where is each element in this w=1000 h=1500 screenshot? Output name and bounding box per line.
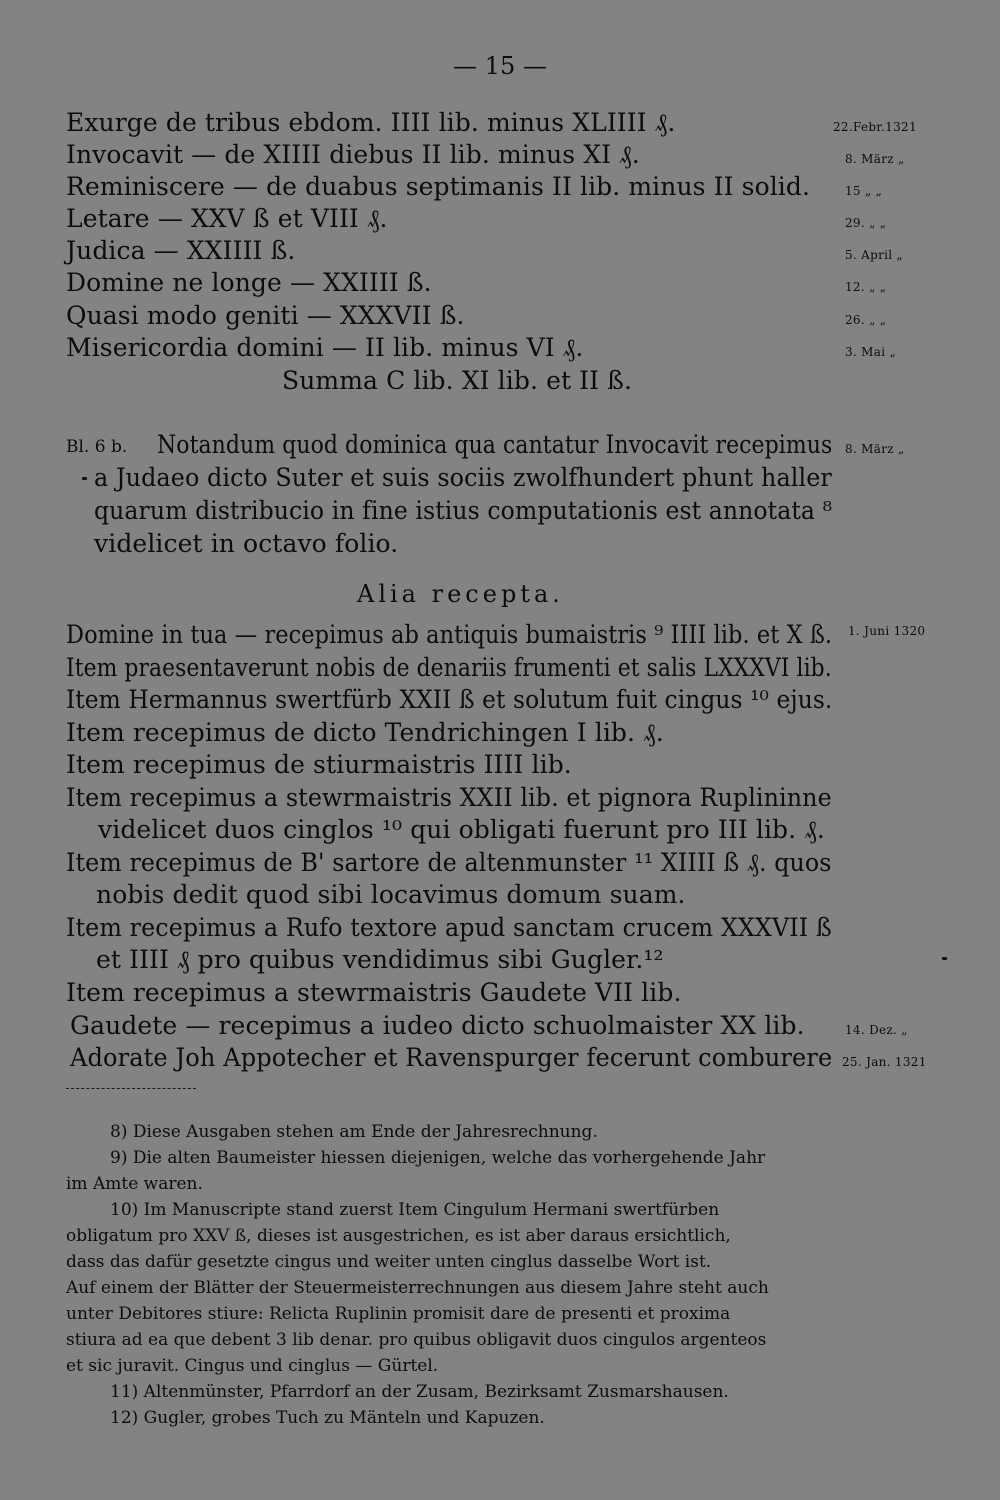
footnote-line: im Amte waren. bbox=[66, 1174, 203, 1194]
ledger-line: Misericordia domini — II lib. minus VI ₰. bbox=[66, 333, 584, 362]
receipt-line: Gaudete — recepimus a iudeo dicto schuolmaister XX lib. bbox=[70, 1011, 805, 1040]
ink-speck bbox=[942, 957, 947, 960]
footnote-line: Auf einem der Blätter der Steuermeisterrechnungen aus diesem Jahre steht auch bbox=[66, 1278, 769, 1298]
receipt-line: videlicet duos cinglos ¹⁰ qui obligati fuerunt pro III lib. ₰. bbox=[98, 815, 825, 844]
note-line: videlicet in octavo folio. bbox=[94, 529, 399, 558]
footnote-line: 8) Diese Ausgaben stehen am Ende der Jahresrechnung. bbox=[110, 1122, 598, 1142]
ledger-line: Domine ne longe — XXIIII ß. bbox=[66, 268, 432, 297]
receipt-line: Item recepimus a stewrmaistris XXII lib. et pignora Ruplininne bbox=[66, 783, 832, 812]
receipt-line: Adorate Joh Appotecher et Ravenspurger fecerunt comburere bbox=[70, 1043, 833, 1072]
ledger-date: 22.Febr.1321 bbox=[833, 120, 917, 134]
ledger-date: 5. April „ bbox=[845, 248, 904, 262]
ledger-date: 3. Mai „ bbox=[845, 345, 896, 359]
receipt-line: et IIII ₰ pro quibus vendidimus sibi Gugler.¹² bbox=[96, 945, 664, 974]
ledger-date: 15 „ „ bbox=[845, 184, 883, 198]
receipt-date: 14. Dez. „ bbox=[845, 1023, 908, 1037]
receipt-line: Domine in tua — recepimus ab antiquis bumaistris ⁹ IIII lib. et X ß. bbox=[66, 620, 833, 649]
ink-speck bbox=[82, 477, 87, 480]
ledger-date: 29. „ „ bbox=[845, 216, 887, 230]
ledger-date: 26. „ „ bbox=[845, 313, 887, 327]
summa-line: Summa C lib. XI lib. et II ß. bbox=[282, 366, 632, 395]
page-number: — 15 — bbox=[453, 52, 547, 80]
footnote-line: 12) Gugler, grobes Tuch zu Mänteln und Kapuzen. bbox=[110, 1408, 545, 1428]
note-line: a Judaeo dicto Suter et suis sociis zwolfhundert phunt haller bbox=[94, 463, 832, 492]
ledger-line: Judica — XXIIII ß. bbox=[66, 236, 296, 265]
receipt-line: Item recepimus de stiurmaistris IIII lib. bbox=[66, 750, 572, 779]
receipt-date: 25. Jan. 1321 bbox=[842, 1055, 927, 1069]
ledger-line: Exurge de tribus ebdom. IIII lib. minus XLIIII ₰. bbox=[66, 108, 676, 137]
receipt-line: Item recepimus a stewrmaistris Gaudete VII lib. bbox=[66, 978, 682, 1007]
ledger-line: Letare — XXV ß et VIII ₰. bbox=[66, 204, 388, 233]
section-heading: Alia recepta. bbox=[357, 580, 564, 608]
footnote-line: 11) Altenmünster, Pfarrdorf an der Zusam, Bezirksamt Zusmarshausen. bbox=[110, 1382, 729, 1402]
footnote-line: unter Debitores stiure: Relicta Ruplinin promisit dare de presenti et proxima bbox=[66, 1304, 731, 1324]
ledger-line: Quasi modo geniti — XXXVII ß. bbox=[66, 301, 465, 330]
footnote-line: 10) Im Manuscripte stand zuerst Item Cingulum Hermani swertfürben bbox=[110, 1200, 720, 1220]
folio-marker: Bl. 6 b. bbox=[66, 437, 128, 457]
ledger-date: 8. März „ bbox=[845, 152, 905, 166]
receipt-line: Item recepimus de dicto Tendrichingen I lib. ₰. bbox=[66, 718, 664, 747]
receipt-line: nobis dedit quod sibi locavimus domum suam. bbox=[96, 880, 686, 909]
ledger-date: 12. „ „ bbox=[845, 280, 887, 294]
note-date: 8. März „ bbox=[845, 442, 905, 456]
receipt-date: 1. Juni 1320 bbox=[848, 624, 926, 638]
footnote-line: 9) Die alten Baumeister hiessen diejenigen, welche das vorhergehende Jahr bbox=[110, 1148, 766, 1168]
footnote-line: dass das dafür gesetzte cingus und weiter unten cinglus dasselbe Wort ist. bbox=[66, 1252, 712, 1272]
receipt-line: Item recepimus de B' sartore de altenmunster ¹¹ XIIII ß ₰. quos bbox=[66, 848, 832, 877]
footnote-line: stiura ad ea que debent 3 lib denar. pro quibus obligavit duos cingulos argenteos bbox=[66, 1330, 767, 1350]
footnote-line: obligatum pro XXV ß, dieses ist ausgestrichen, es ist aber daraus ersichtlich, bbox=[66, 1226, 731, 1246]
receipt-line: Item recepimus a Rufo textore apud sanctam crucem XXXVII ß bbox=[66, 913, 832, 942]
note-line: Notandum quod dominica qua cantatur Invocavit recepimus bbox=[157, 430, 833, 459]
ledger-line: Invocavit — de XIIII diebus II lib. minus XI ₰. bbox=[66, 140, 640, 169]
receipt-line: Item Hermannus swertfürb XXII ß et solutum fuit cingus ¹⁰ ejus. bbox=[66, 685, 833, 714]
note-line: quarum distribucio in fine istius computationis est annotata ⁸ bbox=[94, 496, 833, 525]
footnote-rule bbox=[66, 1088, 196, 1089]
receipt-line: Item praesentaverunt nobis de denariis frumenti et salis LXXXVI lib. bbox=[66, 653, 832, 682]
ledger-line: Reminiscere — de duabus septimanis II lib. minus II solid. bbox=[66, 172, 811, 201]
footnote-line: et sic juravit. Cingus und cinglus — Gürtel. bbox=[66, 1356, 439, 1376]
